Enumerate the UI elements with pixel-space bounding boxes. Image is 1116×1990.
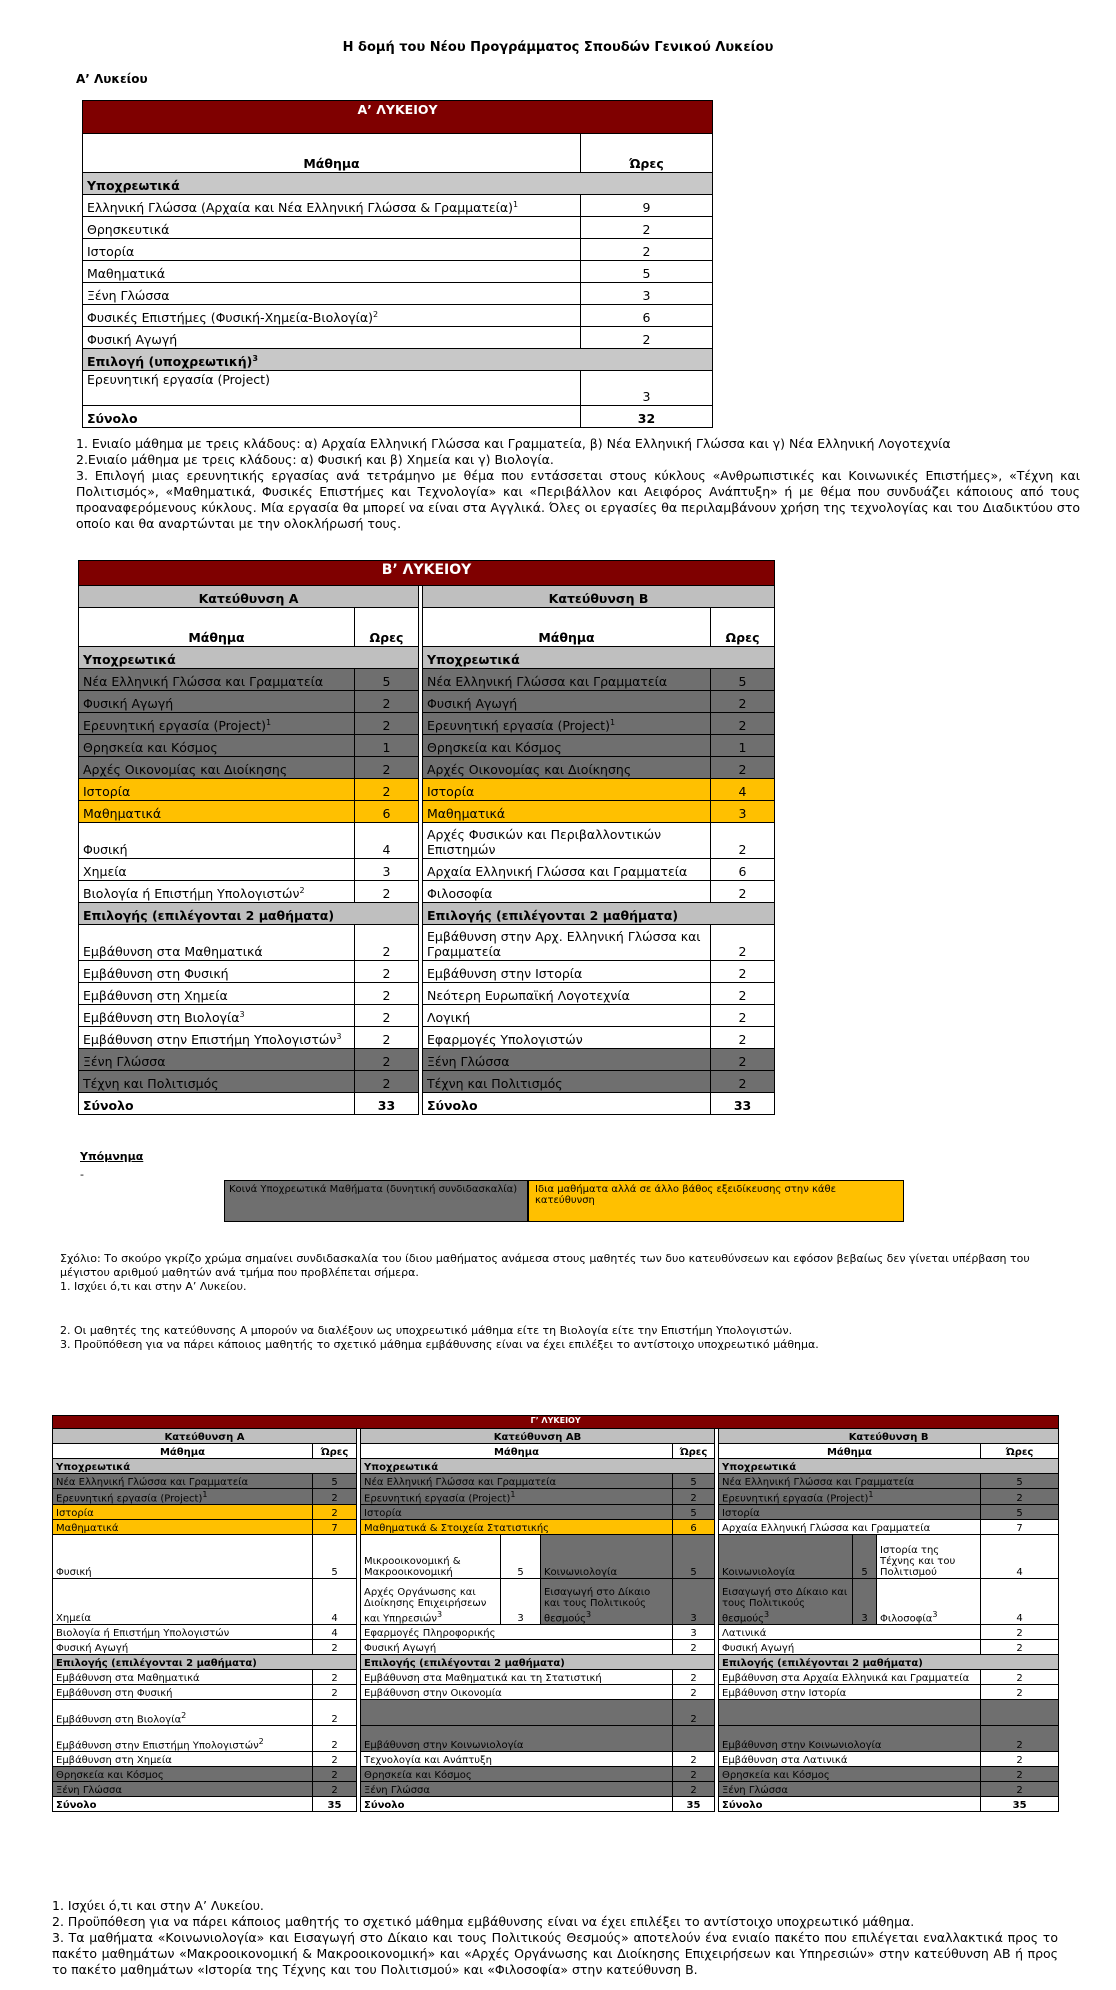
hours-a-cell: 2 bbox=[355, 1027, 419, 1049]
hours-a-cell: 2 bbox=[313, 1489, 357, 1505]
c-b-philosophy: Φιλοσοφία$^3$ bbox=[877, 1579, 981, 1625]
subject-b-cell: Θρησκεία και Κόσμος bbox=[719, 1767, 981, 1782]
subject-ab-cell: Εμβάθυνση στην Οικονομία bbox=[361, 1685, 673, 1700]
col-subject-header: Μάθημα bbox=[83, 134, 581, 173]
hours-a-cell: 2 bbox=[355, 1049, 419, 1071]
col-hours-header: Ώρες bbox=[581, 134, 713, 173]
legend-yellow-swatch bbox=[528, 1180, 904, 1222]
subject-a-cell: Ερευνητική εργασία (Project)$^1$ bbox=[53, 1489, 313, 1505]
subject-b-cell: Εμβάθυνση στην Ιστορία bbox=[423, 961, 711, 983]
subject-b-cell: Εφαρμογές Υπολογιστών bbox=[423, 1027, 711, 1049]
table-b-header: Β’ ΛΥΚΕΙΟΥ bbox=[79, 561, 775, 586]
table-row bbox=[53, 1474, 1059, 1489]
subject-a-cell: Ιστορία bbox=[53, 1505, 313, 1520]
table-row bbox=[83, 283, 713, 305]
subject-ab-cell: Ξένη Γλώσσα bbox=[361, 1782, 673, 1797]
total-label-c-a: Σύνολο bbox=[53, 1797, 313, 1812]
col-hours-a: Ωρες bbox=[355, 608, 419, 647]
subject-b-cell: Νέα Ελληνική Γλώσσα και Γραμματεία bbox=[719, 1474, 981, 1489]
note-b-comment: Σχόλιο: Το σκούρο γκρίζο χρώμα σημαίνει συνδιδασκαλία του ίδιου μαθήματος ανάμεσα στους μαθητές των δυο κατευθύνσεων και εφόσον βεβαίως δεν γίνεται υπέρβαση του μέγιστου αριθμού μαθητών ανά τμήμα που προβλέπεται σήμερα. bbox=[60, 1252, 1030, 1279]
subject-a-cell: Εμβάθυνση στην Επιστήμη Υπολογιστών$^3$ bbox=[79, 1027, 355, 1049]
c-b-sociology: Κοινωνιολογία bbox=[719, 1535, 853, 1579]
project-hours: 3 bbox=[581, 371, 713, 406]
legend-title: Υπόμνημα bbox=[80, 1150, 144, 1163]
hours-b-cell: 2 bbox=[981, 1726, 1059, 1752]
hours-a-cell: 2 bbox=[313, 1640, 357, 1655]
note-b-2: 2. Οι μαθητές της κατεύθυνσης Α μπορούν να διαλέξουν ως υποχρεωτικό μάθημα είτε τη Βιολογία είτε την Επιστήμη Υπολογιστών. bbox=[60, 1324, 793, 1337]
table-c-header: Γ’ ΛΥΚΕΙΟΥ bbox=[53, 1416, 1059, 1429]
subject-b-cell: Λογική bbox=[423, 1005, 711, 1027]
hours-cell: 2 bbox=[581, 327, 713, 349]
table-row bbox=[53, 1782, 1059, 1797]
subject-a-cell: Εμβάθυνση στη Φυσική bbox=[79, 961, 355, 983]
hours-a-cell: 2 bbox=[313, 1505, 357, 1520]
hours-b-cell: 2 bbox=[711, 823, 775, 859]
hours-a-cell: 6 bbox=[355, 801, 419, 823]
subject-b-cell: Εμβάθυνση στην Ιστορία bbox=[719, 1685, 981, 1700]
subject-b-cell: Νεότερη Ευρωπαϊκή Λογοτεχνία bbox=[423, 983, 711, 1005]
hours-a-cell: 2 bbox=[355, 691, 419, 713]
hours-b-cell: 2 bbox=[711, 713, 775, 735]
hours-b-cell: 5 bbox=[711, 669, 775, 691]
table-row bbox=[53, 1752, 1059, 1767]
direction-ab-header-c: Κατεύθυνση ΑΒ bbox=[361, 1429, 715, 1444]
col-subject-a: Μάθημα bbox=[79, 608, 355, 647]
subject-b-cell: Μαθηματικά bbox=[423, 801, 711, 823]
hours-b-cell: 7 bbox=[981, 1520, 1059, 1535]
notes-b bbox=[60, 1252, 1064, 1352]
table-a-lykeiou bbox=[82, 100, 713, 428]
table-row bbox=[79, 669, 775, 691]
table-row bbox=[79, 713, 775, 735]
hours-a-cell: 2 bbox=[313, 1700, 357, 1726]
section-choice-c-b: Επιλογής (επιλέγονται 2 μαθήματα) bbox=[719, 1655, 1059, 1670]
subject-a-cell: Θρησκεία και Κόσμος bbox=[79, 735, 355, 757]
hours-b-cell: 2 bbox=[711, 1005, 775, 1027]
subject-a-cell: Φυσική Αγωγή bbox=[53, 1640, 313, 1655]
table-row bbox=[53, 1625, 1059, 1640]
c-b-law: Εισαγωγή στο Δίκαιο και τους Πολιτικούς θεσμούς$^3$ bbox=[719, 1579, 853, 1625]
hours-b-cell: 1 bbox=[711, 735, 775, 757]
hours-b-cell: 2 bbox=[981, 1489, 1059, 1505]
table-row bbox=[53, 1489, 1059, 1505]
hours-a-cell: 2 bbox=[313, 1685, 357, 1700]
hours-b-cell: 2 bbox=[711, 1027, 775, 1049]
hours-a-cell: 2 bbox=[313, 1752, 357, 1767]
col-subject-c-b: Μάθημα bbox=[719, 1444, 981, 1459]
section-required-c-a: Υποχρεωτικά bbox=[53, 1459, 357, 1474]
subject-ab-cell: Μαθηματικά & Στοιχεία Στατιστικής bbox=[361, 1520, 673, 1535]
hours-ab-cell: 2 bbox=[673, 1685, 715, 1700]
total-label-c-b: Σύνολο bbox=[719, 1797, 981, 1812]
direction-a-header-c: Κατεύθυνση Α bbox=[53, 1429, 357, 1444]
c-ab-sociology-hours: 5 bbox=[673, 1535, 715, 1579]
table-row bbox=[53, 1505, 1059, 1520]
table-row bbox=[79, 881, 775, 903]
subject-a-cell: Ξένη Γλώσσα bbox=[53, 1782, 313, 1797]
table-row bbox=[79, 1049, 775, 1071]
section-required: Υποχρεωτικά bbox=[83, 173, 713, 195]
subject-b-cell: Λατινικά bbox=[719, 1625, 981, 1640]
c-a-chemistry: Χημεία bbox=[53, 1579, 313, 1625]
subject-ab-cell bbox=[361, 1700, 673, 1726]
hours-b-cell: 2 bbox=[981, 1767, 1059, 1782]
table-row bbox=[79, 801, 775, 823]
subject-a-cell: Νέα Ελληνική Γλώσσα και Γραμματεία bbox=[79, 669, 355, 691]
hours-ab-cell: 2 bbox=[673, 1670, 715, 1685]
subject-ab-cell: Νέα Ελληνική Γλώσσα και Γραμματεία bbox=[361, 1474, 673, 1489]
subject-b-cell: Εμβάθυνση στην Αρχ. Ελληνική Γλώσσα και Γραμματεία bbox=[423, 925, 711, 961]
c-ab-micro-hours: 5 bbox=[501, 1535, 541, 1579]
hours-a-cell: 2 bbox=[355, 779, 419, 801]
hours-b-cell: 2 bbox=[981, 1685, 1059, 1700]
hours-cell: 5 bbox=[581, 261, 713, 283]
subject-ab-cell: Εμβάθυνση στην Κοινωνιολογία bbox=[361, 1726, 673, 1752]
hours-b-cell: 2 bbox=[711, 961, 775, 983]
hours-a-cell: 2 bbox=[313, 1782, 357, 1797]
hours-ab-cell: 6 bbox=[673, 1520, 715, 1535]
note-c-1: 1. Ισχύει ό,τι και στην Α’ Λυκείου. bbox=[52, 1898, 264, 1913]
section-required-c-ab: Υποχρεωτικά bbox=[361, 1459, 715, 1474]
hours-a-cell: 2 bbox=[355, 1005, 419, 1027]
section-required-a: Υποχρεωτικά bbox=[79, 647, 419, 669]
subject-ab-cell: Θρησκεία και Κόσμος bbox=[361, 1767, 673, 1782]
table-row bbox=[83, 261, 713, 283]
subject-cell: Μαθηματικά bbox=[83, 261, 581, 283]
page-title: Η δομή του Νέου Προγράμματος Σπουδών Γενικού Λυκείου bbox=[342, 40, 774, 55]
note-a-2: 2.Ενιαίο μάθημα με τρεις κλάδους: α) Φυσική και β) Χημεία και γ) Βιολογία. bbox=[76, 452, 554, 467]
subject-ab-cell: Ερευνητική εργασία (Project)$^1$ bbox=[361, 1489, 673, 1505]
hours-cell: 2 bbox=[581, 217, 713, 239]
subject-b-cell: Ιστορία bbox=[423, 779, 711, 801]
subject-b-cell: Φιλοσοφία bbox=[423, 881, 711, 903]
hours-ab-cell: 5 bbox=[673, 1505, 715, 1520]
hours-cell: 9 bbox=[581, 195, 713, 217]
table-row bbox=[83, 305, 713, 327]
hours-ab-cell: 2 bbox=[673, 1752, 715, 1767]
subject-b-cell: Εμβάθυνση στην Κοινωνιολογία bbox=[719, 1726, 981, 1752]
hours-ab-cell: 2 bbox=[673, 1489, 715, 1505]
subject-a-cell: Εμβάθυνση στη Φυσική bbox=[53, 1685, 313, 1700]
total-b: 33 bbox=[711, 1093, 775, 1115]
subject-a-cell: Χημεία bbox=[79, 859, 355, 881]
subject-a-cell: Εμβάθυνση στα Μαθηματικά bbox=[53, 1670, 313, 1685]
col-subject-b: Μάθημα bbox=[423, 608, 711, 647]
col-hours-c-a: Ώρες bbox=[313, 1444, 357, 1459]
hours-b-cell: 2 bbox=[981, 1640, 1059, 1655]
legend-gray-swatch bbox=[224, 1180, 528, 1222]
table-row bbox=[79, 1071, 775, 1093]
hours-b-cell: 2 bbox=[981, 1670, 1059, 1685]
project-subject: Ερευνητική εργασία (Project) bbox=[83, 371, 581, 406]
hours-ab-cell: 2 bbox=[673, 1782, 715, 1797]
hours-a-cell: 2 bbox=[355, 757, 419, 779]
c-a-physics-hours: 5 bbox=[313, 1535, 357, 1579]
hours-a-cell: 2 bbox=[313, 1670, 357, 1685]
note-a-1: 1. Ενιαίο μάθημα με τρεις κλάδους: α) Αρχαία Ελληνική Γλώσσα και Γραμματεία, β) Νέα Ελληνική Γλώσσα και γ) Νέα Ελληνική Λογοτεχνία bbox=[76, 436, 951, 451]
section-required-b: Υποχρεωτικά bbox=[423, 647, 775, 669]
direction-b-header-c: Κατεύθυνση Β bbox=[719, 1429, 1059, 1444]
table-row bbox=[79, 735, 775, 757]
table-c-lykeiou bbox=[52, 1415, 1059, 1812]
hours-a-cell: 4 bbox=[355, 823, 419, 859]
subject-b-cell: Ξένη Γλώσσα bbox=[719, 1782, 981, 1797]
subject-b-cell: Εμβάθυνση στα Λατινικά bbox=[719, 1752, 981, 1767]
subject-a-cell: Νέα Ελληνική Γλώσσα και Γραμματεία bbox=[53, 1474, 313, 1489]
col-hours-c-ab: Ώρες bbox=[673, 1444, 715, 1459]
hours-a-cell: 4 bbox=[313, 1625, 357, 1640]
subject-a-cell: Εμβάθυνση στη Χημεία bbox=[79, 983, 355, 1005]
subject-ab-cell: Φυσική Αγωγή bbox=[361, 1640, 673, 1655]
subject-b-cell: Φυσική Αγωγή bbox=[423, 691, 711, 713]
hours-b-cell: 5 bbox=[981, 1474, 1059, 1489]
hours-b-cell: 2 bbox=[711, 983, 775, 1005]
subject-cell: Ελληνική Γλώσσα (Αρχαία και Νέα Ελληνική Γλώσσα & Γραμματεία)$^1$ bbox=[83, 195, 581, 217]
subject-b-cell: Τέχνη και Πολιτισμός bbox=[423, 1071, 711, 1093]
total-label-b: Σύνολο bbox=[423, 1093, 711, 1115]
hours-a-cell: 2 bbox=[355, 713, 419, 735]
subject-ab-cell: Τεχνολογία και Ανάπτυξη bbox=[361, 1752, 673, 1767]
subject-cell: Θρησκευτικά bbox=[83, 217, 581, 239]
hours-a-cell: 2 bbox=[355, 983, 419, 1005]
section-required-c-b: Υποχρεωτικά bbox=[719, 1459, 1059, 1474]
subject-b-cell bbox=[719, 1700, 981, 1726]
c-b-sociology-hours: 5 bbox=[853, 1535, 877, 1579]
hours-b-cell: 3 bbox=[711, 801, 775, 823]
table-b-lykeiou bbox=[78, 560, 775, 1115]
section-choice: Επιλογή $(\upsilon\pi o\chi\rho\varepsilon\omega\tau\iota\kappa ή)^3$ bbox=[83, 349, 713, 371]
col-subject-c-a: Μάθημα bbox=[53, 1444, 313, 1459]
c-b-law-hours: 3 bbox=[853, 1579, 877, 1625]
subject-a-cell: Μαθηματικά bbox=[53, 1520, 313, 1535]
subject-a-cell: Εμβάθυνση στη Βιολογία$^2$ bbox=[53, 1700, 313, 1726]
total-label: Σύνολο bbox=[83, 406, 581, 428]
hours-b-cell bbox=[981, 1700, 1059, 1726]
hours-b-cell: 2 bbox=[711, 691, 775, 713]
subject-a-cell: Βιολογία ή Επιστήμη Υπολογιστών bbox=[53, 1625, 313, 1640]
table-row bbox=[53, 1685, 1059, 1700]
subject-a-cell: Εμβάθυνση στη Βιολογία$^3$ bbox=[79, 1005, 355, 1027]
total-c-a: 35 bbox=[313, 1797, 357, 1812]
note-a-3: 3. Επιλογή μιας ερευνητικής εργασίας ανά τετράμηνο με θέμα που εντάσσεται στους κύκλους «Ανθρωπιστικές και Κοινωνικές Επιστήμες», «Τέχνη και Πολιτισμός», «Μαθηματικά, Φυσικές Επιστήμες και Τεχνολογία» και «Περιβάλλον και Αειφόρος Ανάπτυξη» ή με θέμα που συνδυάζει κάποιους από τους προαναφερόμενους κύκλους. Μία εργασία θα μπορεί να είναι στα Αγγλικά. Όλες οι εργασίες θα περιλαμβάνουν χρήση της τεχνολογίας και του Διαδικτύου στο οποίο και θα αναρτώνται με την ολοκλήρωσή τους. bbox=[76, 468, 1080, 531]
hours-a-cell: 2 bbox=[355, 925, 419, 961]
subject-a-cell: Ξένη Γλώσσα bbox=[79, 1049, 355, 1071]
hours-a-cell: 2 bbox=[313, 1726, 357, 1752]
hours-a-cell: 5 bbox=[355, 669, 419, 691]
c-ab-org: Αρχές Οργάνωσης και Διοίκησης Επιχειρήσεων και Υπηρεσιών$^3$ bbox=[361, 1579, 501, 1625]
hours-b-cell: 2 bbox=[711, 1049, 775, 1071]
hours-b-cell: 2 bbox=[711, 925, 775, 961]
hours-ab-cell bbox=[673, 1726, 715, 1752]
notes-a bbox=[76, 436, 1080, 532]
table-row bbox=[53, 1700, 1059, 1726]
note-c-3: 3. Τα μαθήματα «Κοινωνιολογία» και Εισαγωγή στο Δίκαιο και τους Πολιτικούς Θεσμούς» αποτελούν ένα ενιαίο πακέτο που επιλέγεται εναλλακτικά προς το πακέτο μαθημάτων «Μακροοικονομική & Μακροοικονομική» και «Αρχές Οργάνωσης και Διοίκησης Επιχειρήσεων και Υπηρεσιών» στην κατεύθυνση ΑΒ ή προς το πακέτο μαθημάτων «Ιστορία της Τέχνης και του Πολιτισμού» και «Φιλοσοφία» στην κατεύθυνση Β. bbox=[52, 1930, 1058, 1977]
table-row bbox=[83, 217, 713, 239]
hours-b-cell: 2 bbox=[981, 1752, 1059, 1767]
subject-a-cell: Ιστορία bbox=[79, 779, 355, 801]
hours-a-cell: 1 bbox=[355, 735, 419, 757]
hours-ab-cell: 2 bbox=[673, 1767, 715, 1782]
hours-b-cell: 6 bbox=[711, 859, 775, 881]
c-b-art-history: Ιστορία της Τέχνης και του Πολιτισμού bbox=[877, 1535, 981, 1579]
subject-a-cell: Μαθηματικά bbox=[79, 801, 355, 823]
table-row bbox=[79, 691, 775, 713]
subject-a-cell: Ερευνητική εργασία (Project)$^1$ bbox=[79, 713, 355, 735]
table-row bbox=[83, 327, 713, 349]
direction-a-header: Κατεύθυνση Α bbox=[79, 586, 419, 608]
note-b-1: 1. Ισχύει ό,τι και στην Α’ Λυκείου. bbox=[60, 1280, 247, 1293]
table-row bbox=[53, 1767, 1059, 1782]
subject-b-cell: Νέα Ελληνική Γλώσσα και Γραμματεία bbox=[423, 669, 711, 691]
subject-a-cell: Αρχές Οικονομίας και Διοίκησης bbox=[79, 757, 355, 779]
table-row bbox=[79, 823, 775, 859]
notes-c bbox=[52, 1898, 1058, 1978]
subject-b-cell: Ιστορία bbox=[719, 1505, 981, 1520]
subject-b-cell: Ερευνητική εργασία (Project)$^1$ bbox=[719, 1489, 981, 1505]
table-row bbox=[83, 239, 713, 261]
subject-ab-cell: Ιστορία bbox=[361, 1505, 673, 1520]
section-choice-b: Επιλογής (επιλέγονται 2 μαθήματα) bbox=[423, 903, 775, 925]
section-choice-c-ab: Επιλογής (επιλέγονται 2 μαθήματα) bbox=[361, 1655, 715, 1670]
c-ab-law: Εισαγωγή στο Δίκαιο και τους Πολιτικούς θεσμούς$^3$ bbox=[541, 1579, 673, 1625]
c-a-chemistry-hours: 4 bbox=[313, 1579, 357, 1625]
subject-a-cell: Θρησκεία και Κόσμος bbox=[53, 1767, 313, 1782]
hours-ab-cell: 2 bbox=[673, 1640, 715, 1655]
table-a-header: Α’ ΛΥΚΕΙΟΥ bbox=[83, 101, 713, 134]
total-hours: 32 bbox=[581, 406, 713, 428]
subject-a-cell: Βιολογία ή Επιστήμη Υπολογιστών$^2$ bbox=[79, 881, 355, 903]
hours-a-cell: 2 bbox=[355, 961, 419, 983]
subject-cell: Φυσική Αγωγή bbox=[83, 327, 581, 349]
total-c-ab: 35 bbox=[673, 1797, 715, 1812]
hours-b-cell: 2 bbox=[981, 1625, 1059, 1640]
section-choice-a: Επιλογής (επιλέγονται 2 μαθήματα) bbox=[79, 903, 419, 925]
table-row bbox=[79, 961, 775, 983]
c-ab-law-hours: 3 bbox=[673, 1579, 715, 1625]
total-label-a: Σύνολο bbox=[79, 1093, 355, 1115]
hours-b-cell: 4 bbox=[711, 779, 775, 801]
subject-a-cell: Εμβάθυνση στη Χημεία bbox=[53, 1752, 313, 1767]
hours-a-cell: 2 bbox=[355, 881, 419, 903]
hours-a-cell: 2 bbox=[355, 1071, 419, 1093]
legend-yellow-text: Ιδια μαθήματα αλλά σε άλλο βάθος εξειδίκευσης στην κάθε κατεύθυνση bbox=[535, 1184, 837, 1206]
subject-b-cell: Εμβάθυνση στα Αρχαία Ελληνικά και Γραμματεία bbox=[719, 1670, 981, 1685]
subject-b-cell: Ερευνητική εργασία (Project)$^1$ bbox=[423, 713, 711, 735]
direction-b-header: Κατεύθυνση Β bbox=[423, 586, 775, 608]
subject-b-cell: Αρχές Φυσικών και Περιβαλλοντικών Επιστημών bbox=[423, 823, 711, 859]
hours-b-cell: 5 bbox=[981, 1505, 1059, 1520]
hours-a-cell: 7 bbox=[313, 1520, 357, 1535]
table-row bbox=[79, 779, 775, 801]
table-row bbox=[79, 983, 775, 1005]
note-b-3: 3. Προϋπόθεση για να πάρει κάποιος μαθητής το σχετικό μάθημα εμβάθυνσης είναι να έχει επιλέξει το αντίστοιχο υποχρεωτικό μάθημα. bbox=[60, 1338, 819, 1351]
col-hours-b: Ωρες bbox=[711, 608, 775, 647]
table-row bbox=[79, 925, 775, 961]
subject-b-cell: Θρησκεία και Κόσμος bbox=[423, 735, 711, 757]
subject-cell: Ξένη Γλώσσα bbox=[83, 283, 581, 305]
c-b-philosophy-hours: 4 bbox=[981, 1579, 1059, 1625]
subject-cell: Φυσικές Επιστήμες $(\Phi\upsilon\sigma\iota\kappa ή-X\eta\mu\varepsilon ί\alpha-B\iota o\lambda o\gamma ί\alpha)^2$ bbox=[83, 305, 581, 327]
hours-b-cell: 2 bbox=[981, 1782, 1059, 1797]
hours-b-cell: 2 bbox=[711, 757, 775, 779]
table-row bbox=[79, 1027, 775, 1049]
col-subject-c-ab: Μάθημα bbox=[361, 1444, 673, 1459]
subject-b-cell: Αρχές Οικονομίας και Διοίκησης bbox=[423, 757, 711, 779]
table-row bbox=[53, 1640, 1059, 1655]
hours-ab-cell: 5 bbox=[673, 1474, 715, 1489]
subject-cell: Ιστορία bbox=[83, 239, 581, 261]
hours-a-cell: 2 bbox=[313, 1767, 357, 1782]
table-row bbox=[53, 1670, 1059, 1685]
subject-b-cell: Αρχαία Ελληνική Γλώσσα και Γραμματεία bbox=[719, 1520, 981, 1535]
c-a-physics: Φυσική bbox=[53, 1535, 313, 1579]
subject-a-cell: Φυσική Αγωγή bbox=[79, 691, 355, 713]
table-row bbox=[53, 1520, 1059, 1535]
c-ab-micro: Μικροοικονομική & Μακροοικονομική bbox=[361, 1535, 501, 1579]
table-row bbox=[83, 195, 713, 217]
hours-cell: 6 bbox=[581, 305, 713, 327]
c-ab-sociology: Κοινωνιολογία bbox=[541, 1535, 673, 1579]
total-c-b: 35 bbox=[981, 1797, 1059, 1812]
legend-gray-text: Κοινά Υποχρεωτικά Μαθήματα (δυνητική συνδιδασκαλία) bbox=[229, 1184, 518, 1195]
note-c-2: 2. Προϋπόθεση για να πάρει κάποιος μαθητής το σχετικό μάθημα εμβάθυνσης είναι να έχει επιλέξει το αντίστοιχο υποχρεωτικό μάθημα. bbox=[52, 1914, 915, 1929]
legend-dash: - bbox=[80, 1168, 84, 1181]
subject-a-cell: Τέχνη και Πολιτισμός bbox=[79, 1071, 355, 1093]
total-label-c-ab: Σύνολο bbox=[361, 1797, 673, 1812]
hours-cell: 3 bbox=[581, 283, 713, 305]
total-a: 33 bbox=[355, 1093, 419, 1115]
c-b-art-history-hours: 4 bbox=[981, 1535, 1059, 1579]
section-heading-a-lykeiou: Α’ Λυκείου bbox=[76, 72, 148, 86]
col-hours-c-b: Ώρες bbox=[981, 1444, 1059, 1459]
table-row bbox=[79, 1005, 775, 1027]
subject-b-cell: Αρχαία Ελληνική Γλώσσα και Γραμματεία bbox=[423, 859, 711, 881]
hours-b-cell: 2 bbox=[711, 1071, 775, 1093]
subject-a-cell: Φυσική bbox=[79, 823, 355, 859]
hours-ab-cell: 2 bbox=[673, 1700, 715, 1726]
hours-cell: 2 bbox=[581, 239, 713, 261]
section-choice-c-a: Επιλογής (επιλέγονται 2 μαθήματα) bbox=[53, 1655, 357, 1670]
table-row bbox=[79, 859, 775, 881]
subject-a-cell: Εμβάθυνση στα Μαθηματικά bbox=[79, 925, 355, 961]
subject-b-cell: Ξένη Γλώσσα bbox=[423, 1049, 711, 1071]
hours-ab-cell: 3 bbox=[673, 1625, 715, 1640]
subject-a-cell: Εμβάθυνση στην Επιστήμη Υπολογιστών$^2$ bbox=[53, 1726, 313, 1752]
subject-ab-cell: Εφαρμογές Πληροφορικής bbox=[361, 1625, 673, 1640]
hours-b-cell: 2 bbox=[711, 881, 775, 903]
hours-a-cell: 3 bbox=[355, 859, 419, 881]
subject-b-cell: Φυσική Αγωγή bbox=[719, 1640, 981, 1655]
hours-a-cell: 5 bbox=[313, 1474, 357, 1489]
subject-ab-cell: Εμβάθυνση στα Μαθηματικά και τη Στατιστική bbox=[361, 1670, 673, 1685]
table-row bbox=[53, 1726, 1059, 1752]
table-row bbox=[79, 757, 775, 779]
c-ab-org-hours: 3 bbox=[501, 1579, 541, 1625]
